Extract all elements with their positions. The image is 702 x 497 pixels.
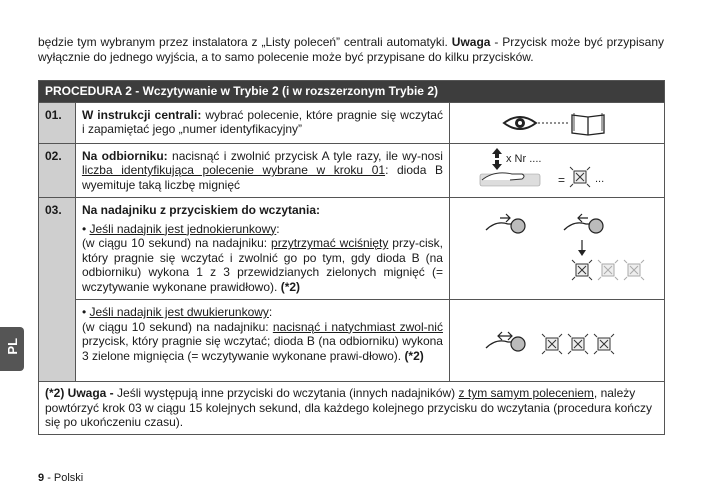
bullet-one-way — [82, 222, 443, 295]
step-description: nacisnąć i zwolnić przycisk A tyle razy, ile wy-nosi — [172, 148, 443, 163]
led-blink-icon — [570, 167, 590, 187]
step-description: wybrać polecenie, które pragnie się wczytać i zapamiętać jego „numer identyfikacyjny” — [81, 107, 443, 136]
step-bold-label: Na nadajniku z przyciskiem do wczytania: — [81, 203, 321, 217]
step-number: 03. — [39, 198, 76, 382]
bullet-colon: : — [268, 305, 273, 319]
bullet-mark: • — [81, 221, 87, 236]
step-text — [75, 102, 449, 143]
led-blink-icon — [568, 334, 588, 354]
led-off-icon — [624, 260, 644, 280]
press-button-illustration — [450, 144, 664, 196]
step-illustration — [449, 198, 664, 300]
equals-sign: = — [557, 172, 565, 187]
bullet-title: Jeśli nadajnik jest jednokierunkowy — [89, 221, 277, 236]
step-text — [75, 300, 449, 382]
procedure-header-row — [39, 81, 665, 103]
led-blink-icon — [572, 260, 592, 280]
bullet-text-2: przycisk, który pragnie się wczytać; dioda B (na odbiorniku) wykona 3 zielone mignięcia (= wczytywanie wykonane prawi-dłowo). — [81, 334, 443, 363]
book-icon — [572, 113, 604, 135]
arrow-down-icon — [578, 240, 586, 256]
step-bold-label: W instrukcji centrali: — [81, 107, 202, 122]
procedure-title: PROCEDURA 2 - Wczytywanie w Trybie 2 (i w rozszerzonym Trybie 2) — [39, 81, 665, 103]
bullet-underlined: przytrzymać wciśnięty — [271, 236, 389, 250]
footnote-row — [39, 382, 665, 435]
bullet-text: (w ciągu 10 sekund) na nadajniku: — [81, 319, 269, 334]
step-illustration — [449, 143, 664, 198]
bullet-text-2: przy-cisk, który pragnie się wczytać i zwolnić go po tym, gdy dioda B (na odbiorniku) wykona 1 z 3 przewidzianych zielonych mignięć (= wczytywanie wykonane prawidłowo). — [81, 236, 443, 294]
step-illustration — [449, 102, 664, 143]
remote-release-icon — [564, 214, 603, 233]
finger-button-icon — [480, 172, 540, 185]
eye-book-illustration — [450, 103, 664, 143]
up-down-arrow-icon — [492, 148, 502, 170]
footnote-label: (*2) Uwaga - — [45, 386, 114, 400]
step-number: 02. — [39, 143, 76, 198]
intro-uwaga: Uwaga — [451, 35, 491, 49]
x-nr-label: x Nr .... — [505, 152, 542, 165]
bullet-title: Jeśli nadajnik jest dwukierunkowy — [89, 305, 269, 319]
remote-press-release-icon — [486, 332, 525, 351]
intro-text-2: - Przycisk może być przypisany wyłącznie do jednego wyjścia, a to samo polecenie może być przypisane do kilku przycisków. — [38, 35, 664, 64]
footnote-text: Jeśli występują inne przyciski do wczytania (innych nadajników) — [117, 386, 456, 400]
step-row-03-two-way — [39, 300, 665, 382]
footnote — [39, 382, 665, 435]
language-side-tab — [0, 327, 24, 371]
intro-text: będzie tym wybranym przez instalatora z „Listy poleceń” centrali automatyki. — [38, 35, 448, 49]
footnote-underlined: z tym samym poleceniem — [458, 386, 594, 400]
step-row-03 — [39, 198, 665, 300]
led-off-icon — [598, 260, 618, 280]
step-description-2: : dioda B wyemituje taką liczbę mignięć — [81, 163, 443, 192]
note-ref: (*2) — [280, 279, 301, 294]
step-illustration — [449, 300, 664, 382]
two-way-illustration — [450, 300, 664, 380]
led-blink-icon — [542, 334, 562, 354]
remote-press-icon — [486, 214, 525, 233]
procedure-table — [38, 80, 665, 435]
step-row-01 — [39, 102, 665, 143]
bullet-two-way — [82, 305, 443, 363]
page-number: 9 — [38, 472, 45, 484]
page-footer — [38, 471, 83, 486]
step-text — [75, 143, 449, 198]
intro-paragraph — [38, 35, 664, 64]
language-code: PL — [4, 337, 20, 355]
step-text — [75, 198, 449, 300]
bullet-underlined: nacisnąć i natychmiast zwol-nić — [272, 319, 443, 334]
led-blink-icon — [594, 334, 614, 354]
one-way-illustration — [450, 198, 664, 294]
step-bold-label: Na odbiorniku: — [81, 148, 168, 163]
step-underlined: liczba identyfikująca polecenie wybrane w kroku 01 — [81, 163, 386, 177]
step-number: 01. — [39, 102, 76, 143]
bullet-text: (w ciągu 10 sekund) na nadajniku: — [81, 236, 268, 250]
step-row-02 — [39, 143, 665, 198]
ellipsis: ... — [594, 172, 605, 185]
footnote-text-2: , należy powtórzyć krok 03 w ciągu 15 kolejnych sekund, dla każdego kolejnego przycisku do wczytania (procedura kończy się po ukończeniu czasu). — [45, 386, 652, 429]
bullet-mark: • — [81, 305, 87, 319]
eye-icon — [504, 117, 536, 129]
note-ref: (*2) — [404, 348, 424, 363]
page-language: - Polski — [47, 472, 84, 484]
bullet-colon: : — [276, 221, 280, 236]
